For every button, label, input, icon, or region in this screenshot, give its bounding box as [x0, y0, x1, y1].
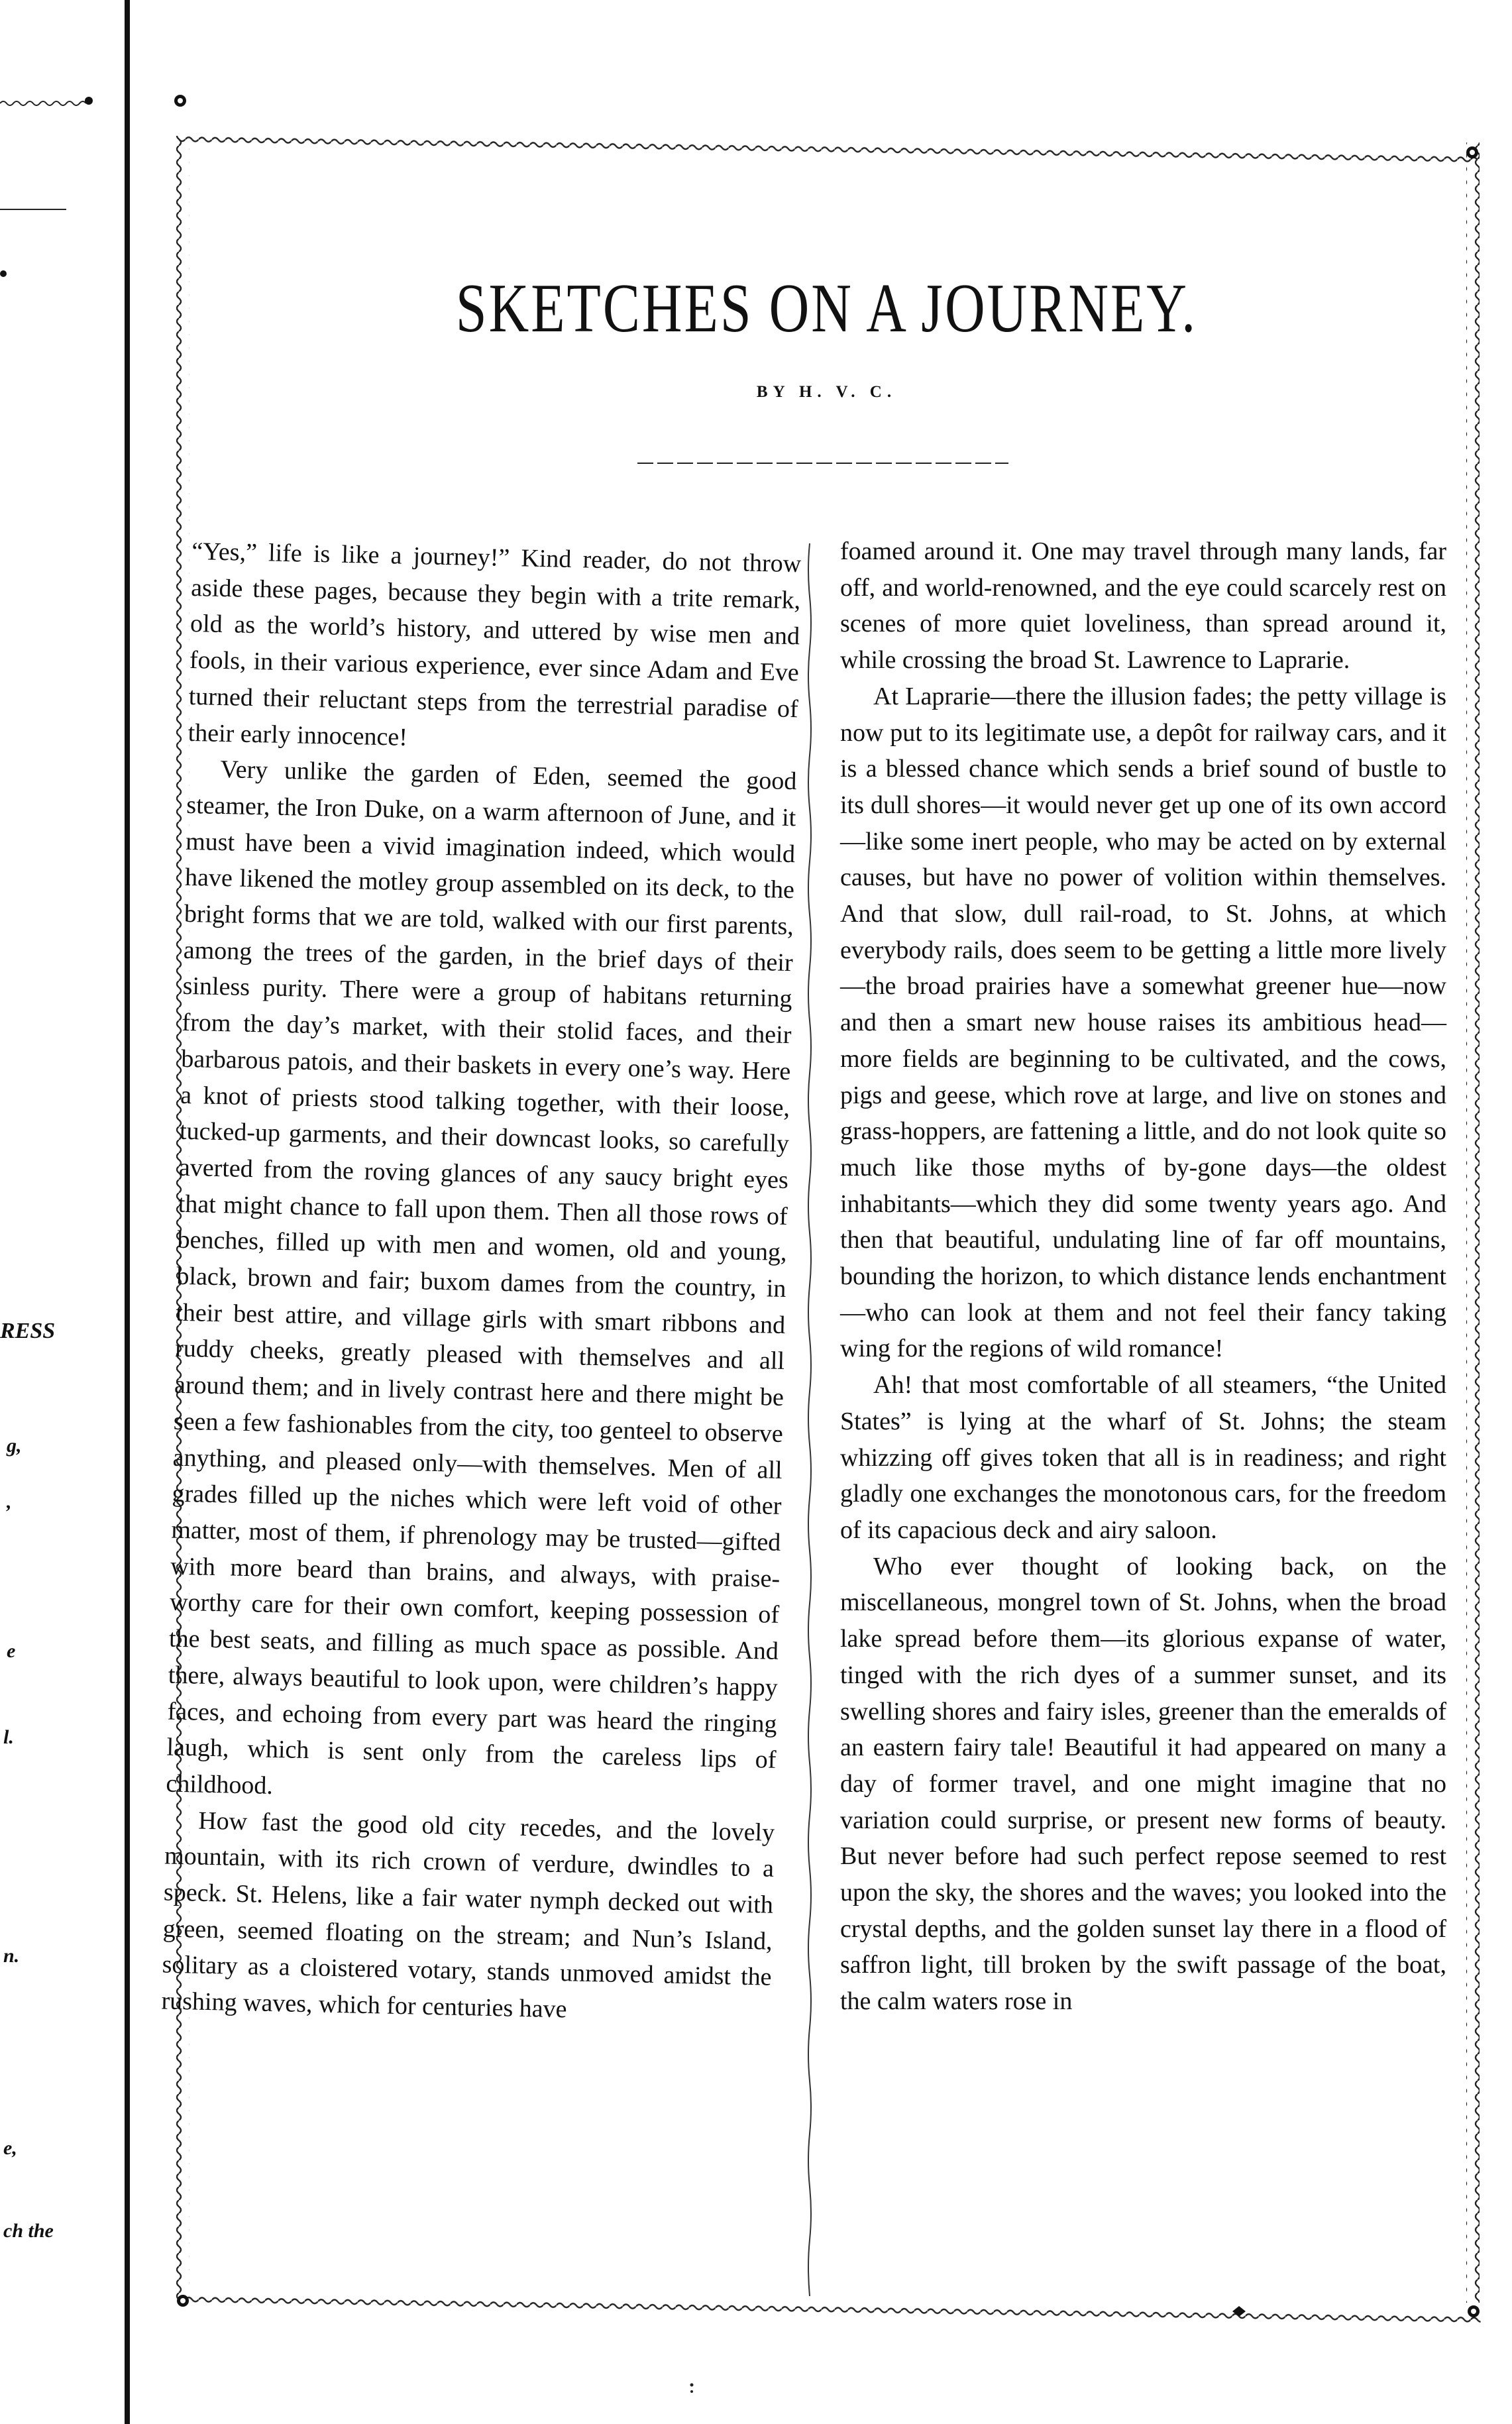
paragraph: Ah! that most comfortable of all steamers, “the United States” is lying at the wharf of St. Johns; the steam whizzing off gives token that all is in readiness; and right gladly one exchanges the monotonous cars, for the freedom of its capacious deck and airy saloon.: [840, 1371, 1446, 1544]
left-column: [161, 533, 802, 2032]
column-divider: [806, 543, 813, 2296]
fragment-text: ,: [7, 1491, 12, 1513]
paragraph: foamed around it. One may travel through many lands, far off, and world-renowned, and the eye could scarcely rest on scenes of more quiet loveliness, than spread around it, while crossing the broad St. Lawrence to Laprarie.: [840, 537, 1446, 675]
title-divider-rule: [637, 462, 1008, 465]
fragment-text: RESS: [0, 1319, 56, 1343]
fragment-text: e: [7, 1640, 16, 1662]
paragraph: “Yes,” life is like a journey!” Kind reader, do not throw aside these pages, because they begin with a trite remark, old as the world’s history, and uttered by wise men and fools, in their various experience, ever since Adam and Eve turned their reluctant steps from the terrestrial paradise of their early innocence!: [188, 537, 802, 751]
fragment-text: l.: [3, 1726, 14, 1748]
scan-speck: [689, 2382, 694, 2396]
fragment-text: n.: [3, 1945, 20, 1967]
fragment-text: ch the: [3, 2220, 54, 2242]
paragraph: At Laprarie—there the illusion fades; the petty village is now put to its legitimate use, a depôt for railway cars, and it is a blessed chance which sends a brief sound of bustle to its dull shores—it would never get up one of its own accord—like some inert people, who may be acted on by external causes, but have no power of volition within themselves. And that slow, dull rail-road, to St. Johns, at which everybody rails, does seem to be getting a little more lively—the broad prairies have a somewhat greener hue—now and then a smart new house raises its ambitious head—more fields are beginning to be cultivated, and the cows, pigs and geese, which rove at large, and live on stones and grass-hoppers, are fattening a little, and do not look quite so much like those myths of by-gone days—the oldest inhabitants—which they did some twenty years ago. And then that beautiful, undulating line of far off mountains, bounding the horizon, to which distance lends enchantment—who can look at them and not feel their fancy taking wing for the regions of wild romance!: [840, 682, 1446, 1363]
paragraph: How fast the good old city recedes, and the lovely mountain, with its rich crown of verdure, dwindles to a speck. St. Helens, like a fair water nymph decked out with green, seemed floating on the stream; and Nun’s Island, solitary as a cloistered votary, stands unmoved amidst the rushing waves, which for centuries have: [161, 1806, 775, 2024]
fragment-text: e,: [3, 2137, 17, 2159]
right-column: [840, 533, 1446, 2020]
article-title: SKETCHES ON A JOURNEY.: [455, 270, 1198, 347]
fragment-text: g,: [7, 1435, 22, 1457]
paragraph: Very unlike the garden of Eden, seemed the good steamer, the Iron Duke, on a warm afternoon of June, and it must have been a vivid imagination indeed, which would have likened the motley group assembled on its deck, to the bright forms that we are told, walked with our first parents, among the trees of the garden, in the brief days of their sinless purity. There were a group of habitans returning from the day’s market, with their stolid faces, and their barbarous patois, and their baskets in every one’s way. Here a knot of priests stood talking together, with their loose, tucked-up garments, and their downcast looks, so carefully averted from the roving glances of any saucy bright eyes that might chance to fall upon them. Then all those rows of benches, filled up with men and women, old and young, black, brown and fair; buxom dames from the country, in their best attire, and village girls with smart ribbons and ruddy cheeks, greatly pleased with themselves and all around them; and in lively contrast here and there might be seen a few fashionables from the city, too genteel to observe anything, and pleased only—with themselves. Men of all grades filled up the niches which were left void of other matter, most of them, if phrenology may be trusted—gifted with more beard than brains, and always, with praise-worthy care for their own comfort, keeping possession of the best seats, and filling as much space as possible. And there, always beautiful to look upon, were children’s happy faces, and echoing from every part was heard the ringing laugh, which is sent only from the careless lips of childhood.: [166, 755, 797, 1800]
author-byline: BY H. V. C.: [756, 383, 897, 401]
paragraph: Who ever thought of looking back, on the miscellaneous, mongrel town of St. Johns, when the broad lake spread before them—its glorious expanse of water, tinged with the rich dyes of a summer sunset, and its swelling shores and fairy isles, greener than the emeralds of an eastern fairy tale! Beautiful it had appeared on many a day of former travel, and one might imagine that no variation could surprise, or present new forms of beauty. But never before had such perfect repose seemed to rest upon the sky, the shores and the waves; you looked into the crystal depths, and the golden sunset lay there in a flood of saffron light, till broken by the swift passage of the boat, the calm waters rose in: [840, 1552, 1446, 2016]
